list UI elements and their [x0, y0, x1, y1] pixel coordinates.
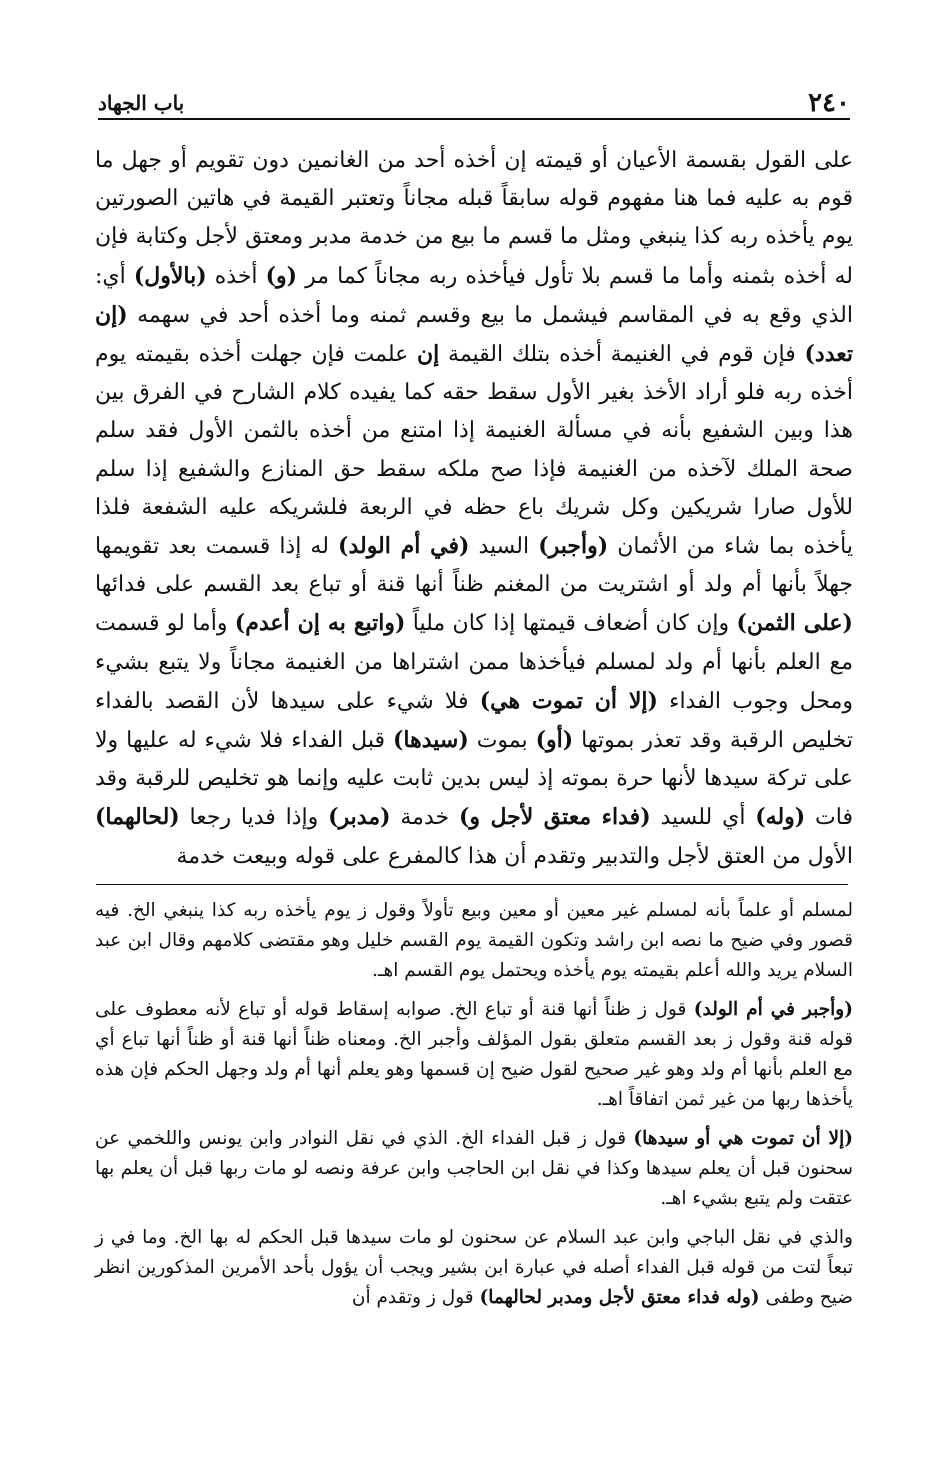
text-segment: له إذا قسمت بعد تقويمها جهلاً بأنها أم ولد أو اشتريت من المغنم ظناً أنها قنة أو تباع بعد القسم على فدائها — [95, 534, 853, 598]
footnote-text: قول ز ظناً أنها قنة أو تباع الخ. صوابه إسقاط قوله أو تباع لأنه معطوف على قوله قنة وقول ز بعد القسم متعلق بقول المؤلف وأجبر الخ. ومعناه ظناً أنها قنة أو ظناً أنها تباع أي مع العلم بأنها أم ولد وهو غير صحيح لقول ضيح إن قسمها وهو يعلم أنها أم ولد وجهل الحكم فإن هذه يأخذها ربها من غير ثمن اتفاقاً اهـ. — [95, 999, 853, 1110]
footnote-heading: (وأجبر في أم الولد) — [693, 999, 853, 1020]
text-segment: أخذه — [206, 263, 266, 289]
text-segment: وأما لو قسمت مع العلم بأنها أم ولد لمسلم فيأخذها ممن اشتراها من الغنيمة مجاناً ولا يتبع بشيء ومحل وجوب الفداء — [95, 611, 854, 714]
bold-term: (بالأول) — [133, 262, 207, 289]
bold-term: (وله) — [755, 804, 806, 831]
text-segment: فلا شيء على سيدها لأن القصد بالفداء تخليص الرقبة وقد تعذر بموتها — [95, 688, 853, 754]
text-segment: وإن كان أضعاف قيمتها إذا كان ملياً — [405, 611, 737, 637]
bold-term: (في أم الولد) — [338, 533, 470, 560]
running-title: باب الجهاد — [98, 91, 185, 115]
bold-term: (فداء معتق لأجل و) — [458, 804, 651, 831]
footnote-text: قول ز قبل الفداء الخ. الذي في نقل النوادر وابن يونس واللخمي عن سحنون قبل أن يعلم سيدها وكذا في نقل ابن الحاجب وابن عرفة ونصه لو مات ربها قبل أن يعلم بها عتقت ولم يتبع بشيء اهـ. — [95, 1128, 853, 1209]
footnote-text: والذي في نقل الباجي وابن عبد السلام عن سحنون لو مات سيدها قبل الحكم له بها الخ. وما في ز تبعاً لتت من قوله قبل الفداء أصله في عبارة ابن بشير ويجب أن يؤول بأحد الأمرين المذكورين انظر ضيح وطفى — [95, 1227, 853, 1308]
bold-term: (وأجبر) — [538, 533, 609, 560]
footnote-text: قول ز وتقدم أن — [351, 1287, 480, 1308]
page-number: ٢٤٠ — [808, 88, 850, 118]
bold-term: (إن تعدد) — [95, 301, 853, 368]
footnote-text: لمسلم أو علماً بأنه لمسلم غير معين أو معين وبيع تأولاً وقول ز يوم يأخذه ربه كذا ينبغي الخ. فيه قصور وفي ضيح ما نصه ابن راشد وتكون القيمة يوم القسم خليل وهو مقتضى كلامهم وقال ابن عبد السلام يريد والله أعلم بقيمته يوم يأخذه ويحتمل يوم القسم اهـ. — [95, 900, 853, 981]
bold-term: (سيدها) — [392, 727, 469, 754]
footnote — [95, 896, 853, 986]
bold-term: (و) — [265, 262, 298, 289]
bold-term: (إلا أن تموت هي) — [479, 687, 658, 714]
footnote-separator — [96, 884, 848, 885]
text-segment: بموت — [468, 728, 536, 754]
footnote-heading: (إلا أن تموت هي أو سيدها) — [633, 1128, 853, 1149]
text-segment: قبل الفداء فلا شيء له عليها ولا على تركة سيدها لأنها حرة بموته إذ ليس بدين ثابت عليه وإنما هو تخليص للرقبة وقد فات — [95, 728, 853, 831]
bold-term: (لحالهما) — [95, 804, 180, 831]
text-segment: الأول من العتق لأجل والتدبير وتقدم أن هذا كالمفرع على قوله وبيعت خدمة — [176, 843, 853, 869]
bold-term: (على الثمن) — [736, 610, 853, 637]
bold-term: إن — [417, 341, 440, 368]
bold-term: (واتبع به إن أعدم) — [234, 610, 406, 637]
bold-term: (مدبر) — [328, 804, 391, 831]
text-segment: على القول بقسمة الأعيان أو قيمته إن أخذه أحد من الغانمين دون تقويم أو جهل ما قوم به عليه فما هنا مفهوم قوله سابقاً قبله مجاناً وتعتبر القيمة في هاتين الصورتين يوم يأخذه ربه كذا ينبغي ومثل ما قسم ما بيع من خدمة مدبر ومعتق لأجل وكتابة فإن له أخذه بثمنه وأما ما قسم بلا تأول فيأخذه ربه مجاناً كما مر — [95, 148, 853, 289]
bold-term: (أو) — [535, 727, 574, 754]
text-segment: فإن قوم في الغنيمة أخذه بتلك القيمة — [439, 342, 805, 368]
page-header — [98, 88, 850, 120]
footnote — [95, 1124, 853, 1214]
text-segment: وإذا فديا رجعا — [179, 805, 329, 831]
main-text — [95, 142, 853, 876]
text-segment: أي للسيد — [650, 805, 756, 831]
footnote — [95, 995, 853, 1115]
text-segment: علمت فإن جهلت أخذه بقيمته يوم أخذه ربه فلو أراد الأخذ بغير الأول سقط حقه كما يفيده كلام الشارح في الفرق بين هذا وبين الشفيع بأنه في مسألة الغنيمة إذا امتنع من أخذه بالثمن الأول فقد سلم صحة الملك لآخذه من الغنيمة فإذا صح ملكه سقط حق المنازع والشفيع إذا سلم للأول صارا شريكين وكل شريك باع حظه في الربعة فلشريكه عليه الشفعة فلذا يأخذه بما شاء من الأثمان — [95, 342, 854, 560]
footnotes — [95, 896, 853, 1322]
text-segment: أي: الذي وقع به في المقاسم فيشمل ما بيع وقسم ثمنه وما أخذه أحد في سهمه — [95, 263, 853, 328]
text-segment: السيد — [469, 534, 539, 560]
main-paragraph — [95, 142, 853, 876]
text-segment: خدمة — [390, 805, 459, 831]
footnote-heading: (وله فداء معتق لأجل ومدبر لحالهما) — [479, 1287, 760, 1308]
footnote — [95, 1223, 853, 1313]
